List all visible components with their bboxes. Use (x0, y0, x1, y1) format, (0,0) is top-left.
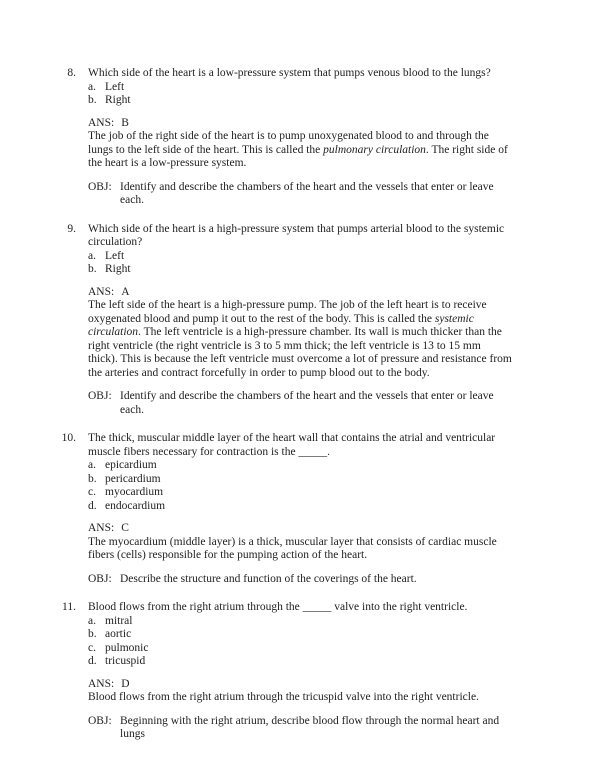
option-text: epicardium (105, 459, 157, 471)
option-text: endocardium (105, 499, 166, 512)
question-number: 10. (61, 432, 76, 444)
option-letter: b. (88, 94, 97, 106)
objective-label: OBJ: (88, 572, 112, 585)
options-list (88, 81, 512, 108)
option-text: tricuspid (105, 655, 146, 667)
option-text: Right (105, 263, 131, 275)
answer-value: C (121, 522, 129, 534)
objective-label: OBJ: (88, 714, 112, 727)
explanation-text: The job of the right side of the heart is to pump unoxygenated blood to and through the lungs to the left side of the heart. This is called the pulmonary circulation. The right side of the heart is a low-pressure system. (88, 130, 508, 169)
question-number: 9. (67, 222, 76, 235)
option-row (88, 263, 512, 277)
objective-label: OBJ: (88, 180, 112, 193)
answer-line (88, 117, 512, 131)
options-list (88, 615, 512, 669)
answer-label: ANS: (88, 677, 115, 690)
objective-line (88, 715, 512, 742)
explanation-text: Blood flows from the right atrium through the tricuspid valve into the right ventricle. (88, 691, 479, 703)
question-text: The thick, muscular middle layer of the heart wall that contains the atrial and ventricular muscle fibers necessary for contraction is the _____. (88, 432, 496, 458)
option-letter: b. (88, 628, 97, 640)
option-text: myocardium (105, 486, 164, 498)
option-row (88, 459, 512, 473)
answer-value: B (121, 116, 129, 129)
answer-label: ANS: (88, 522, 115, 534)
question-block-10 (0, 432, 600, 586)
answer-value: D (121, 677, 130, 690)
option-row (88, 250, 512, 264)
explanation-text: The left side of the heart is a high-pressure pump. The job of the left heart is to receive oxygenated blood and pump it out to the rest of the body. This is called the systemic circulation. The left ventricle is a high-pressure chamber. Its wall is much thicker than the right ventricle (the right ventricle is 3 to 5 mm thick; the left ventricle is 13 to 15 mm thick). This is because the left ventricle must overcome a lot of pressure and resistance from the arteries and contract forcefully in order to pump blood out to the body. (88, 299, 512, 379)
option-letter: c. (88, 486, 96, 498)
option-letter: a. (88, 614, 96, 627)
question-number: 11. (62, 601, 76, 613)
objective-line (88, 181, 512, 208)
objective-line (88, 573, 512, 587)
answer-section (88, 678, 512, 705)
option-letter: b. (88, 263, 97, 275)
option-row (88, 473, 512, 487)
question-block-8 (0, 67, 600, 208)
answer-label: ANS: (88, 116, 115, 129)
question-body (88, 432, 512, 586)
option-text: pulmonic (105, 641, 149, 654)
option-text: aortic (105, 628, 132, 640)
option-letter: d. (88, 499, 97, 512)
answer-line (88, 678, 512, 692)
option-letter: a. (88, 80, 96, 93)
option-text: Left (105, 80, 125, 93)
answer-section (88, 286, 512, 381)
option-letter: c. (88, 641, 96, 654)
option-row (88, 615, 512, 629)
option-row (88, 486, 512, 500)
option-row (88, 500, 512, 514)
question-block-9 (0, 223, 600, 418)
question-text: Which side of the heart is a low-pressure system that pumps venous blood to the lungs? (88, 67, 491, 79)
question-body (88, 67, 512, 208)
objective-text: Identify and describe the chambers of the heart and the vessels that enter or leave each. (120, 180, 494, 206)
question-text: Which side of the heart is a high-pressure system that pumps arterial blood to the systemic circulation? (88, 222, 505, 248)
option-row (88, 94, 512, 108)
option-text: Right (105, 94, 131, 106)
options-list (88, 250, 512, 277)
options-list (88, 459, 512, 513)
option-text: pericardium (105, 472, 161, 485)
question-block-11 (0, 601, 600, 742)
answer-value: A (121, 285, 130, 298)
answer-section (88, 522, 512, 563)
option-text: Left (105, 249, 125, 262)
option-row (88, 655, 512, 669)
option-letter: a. (88, 249, 96, 262)
question-body (88, 223, 512, 418)
objective-label: OBJ: (88, 390, 112, 402)
question-text: Blood flows from the right atrium through the _____ valve into the right ventricle. (88, 601, 468, 613)
answer-label: ANS: (88, 285, 115, 298)
objective-text: Describe the structure and function of the coverings of the heart. (120, 572, 417, 585)
answer-line (88, 286, 512, 300)
question-number: 8. (67, 67, 76, 79)
option-row (88, 81, 512, 95)
option-row (88, 628, 512, 642)
objective-line (88, 390, 512, 417)
option-letter: b. (88, 472, 97, 485)
answer-line (88, 522, 512, 536)
option-letter: a. (88, 459, 96, 471)
option-text: mitral (105, 614, 133, 627)
explanation-text: The myocardium (middle layer) is a thick, muscular layer that consists of cardiac muscle fibers (cells) responsible for the pumping action of the heart. (88, 535, 497, 561)
page-content (0, 67, 600, 757)
option-letter: d. (88, 655, 97, 667)
option-row (88, 642, 512, 656)
objective-text: Identify and describe the chambers of the heart and the vessels that enter or leave each. (120, 390, 494, 416)
answer-section (88, 117, 512, 171)
question-body (88, 601, 512, 742)
objective-text: Beginning with the right atrium, describe blood flow through the normal heart and lungs (120, 714, 500, 740)
